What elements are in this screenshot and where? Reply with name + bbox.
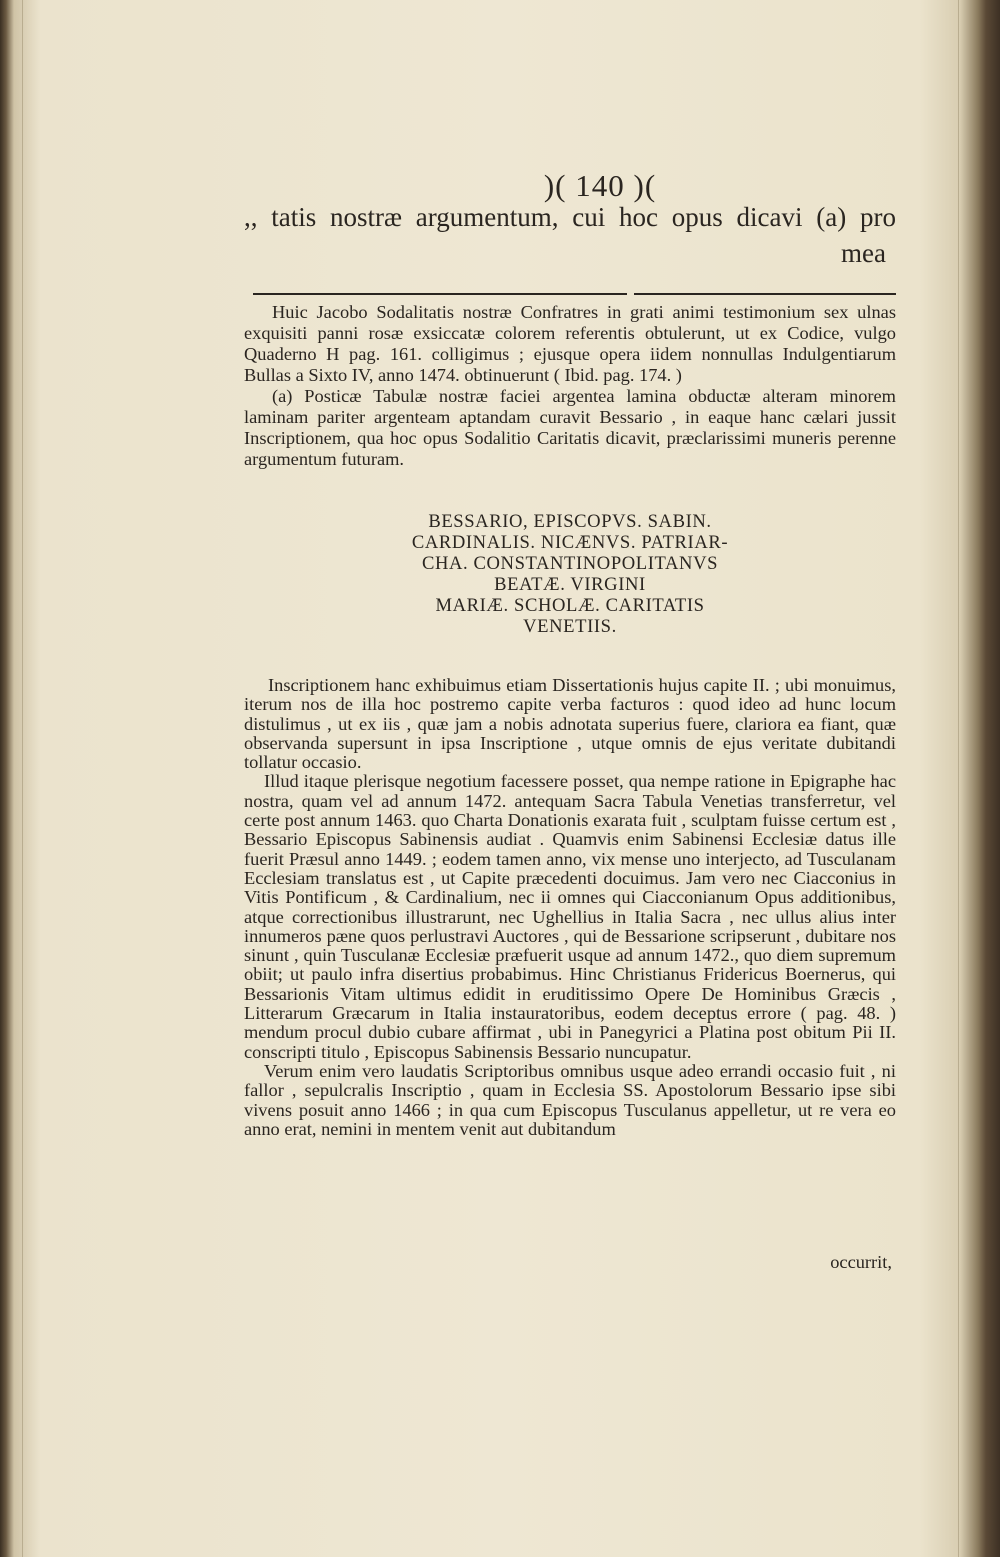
page-header: )( 140 )( (543, 168, 657, 203)
paragraph: Verum enim vero laudatis Scriptoribus omnibus usque adeo errandi occasio fuit , ni fallor , sepulcralis Inscriptio , quam in Ecclesia SS. Apostolorum Bessario ipse sibi vivens posuit anno 1466 ; in qua cum Episcopus Tusculanus appelletur, ut re vera eo anno erat, nemini in mentem venit aut dubitandum (244, 1060, 896, 1139)
inscription-line: BESSARIO, EPISCOPVS. SABIN. (428, 511, 712, 532)
body-text (244, 676, 896, 1139)
quote-line: ,, tatis nostræ argumentum, cui hoc opus dicavi (a) pro (244, 202, 896, 232)
catchword: occurrit, (830, 1252, 892, 1272)
inscription-line: VENETIIS. (523, 616, 617, 637)
footnote-rule-left (253, 293, 627, 295)
inscription-line: BEATÆ. VIRGINI (494, 574, 646, 595)
footnote-a: (a) Posticæ Tabulæ nostræ faciei argentea lamina obductæ alteram minorem laminam pariter argenteam aptandam curavit Bessario , in eaque hanc cælari jussit Inscriptionem, qua hoc opus Sodalitio Caritatis dicavit, præclarissimi muneris perenne argumentum futuram. (244, 386, 896, 469)
footnote-jacobo: Huic Jacobo Sodalitatis nostræ Confratres in grati animi testimonium sex ulnas exquisiti panni rosæ exsiccatæ colorem referentis obtulerunt, ut ex Codice, vulgo Quaderno H pag. 161. colligimus ; ejusque opera iidem nonnullas Indulgentiarum Bullas a Sixto IV, anno 1474. obtinuerunt ( Ibid. pag. 174. ) (244, 302, 896, 385)
inscription (244, 511, 896, 637)
paragraph: Inscriptionem hanc exhibuimus etiam Dissertationis hujus capite II. ; ubi monuimus, iterum nos de illa hoc postremo capite verba facturos : quod ideo ad hunc locum distulimus , ut ex iis , quæ jam a nobis adnotata superius fuere, clariora ea fiant, quæ observanda supersunt in ipsa Inscriptione , utque omnis de ejus veritate dubitandi tollatur occasio. (244, 675, 896, 773)
paragraph: Illud itaque plerisque negotium facessere posset, qua nempe ratione in Epigraphe hac nostra, quam vel ad annum 1472. antequam Sacra Tabula Venetias transferretur, vel certe post annum 1463. quo Charta Donationis exarata fuit , sculptam fuisse certum est , Bessario Episcopus Sabinensis audiat . Quamvis enim Sabinensi Ecclesiæ datus ille fuerit Præsul anno 1449. ; eodem tamen anno, vix mense uno interjecto, ad Tusculanam Ecclesiam translatus est , ut Capite præcedenti docuimus. Jam vero nec Ciacconius in Vitis Pontificum , & Cardinalium, nec ii omnes qui Ciacconianum Opus additionibus, atque correctionibus illustrarunt, nec Ughellius in Italia Sacra , nec ullus alius inter innumeros pæne quos perlustravi Auctores , qui de Bessarione scripserunt , dubitare nos sinunt , quin Tusculanæ Ecclesiæ præfuerit usque ad annum 1472., quo diem supremum obiit; ut paulo infra disertius probabimus. Hinc Christianus Fridericus Boernerus, qui Bessarionis Vitam ultimus edidit in eruditissimo Opere De Hominibus Græcis , Litterarum Græcarum in Italia instauratoribus, eodem deceptus errore ( pag. 48. ) mendum procul dubio cubare affirmat , ubi in Panegyrici a Platina post obitum Pii II. conscripti titulo , Episcopus Sabinensis Bessario nuncupatur. (244, 771, 896, 1062)
inscription-line: CHA. CONSTANTINOPOLITANVS (421, 553, 719, 574)
inscription-line: CARDINALIS. NICÆNVS. PATRIAR- (411, 532, 729, 553)
inscription-line: MARIÆ. SCHOLÆ. CARITATIS (435, 595, 705, 616)
quote-continuation: mea (841, 238, 886, 268)
footnotes (244, 302, 896, 470)
footnote-rule-right (634, 293, 896, 295)
